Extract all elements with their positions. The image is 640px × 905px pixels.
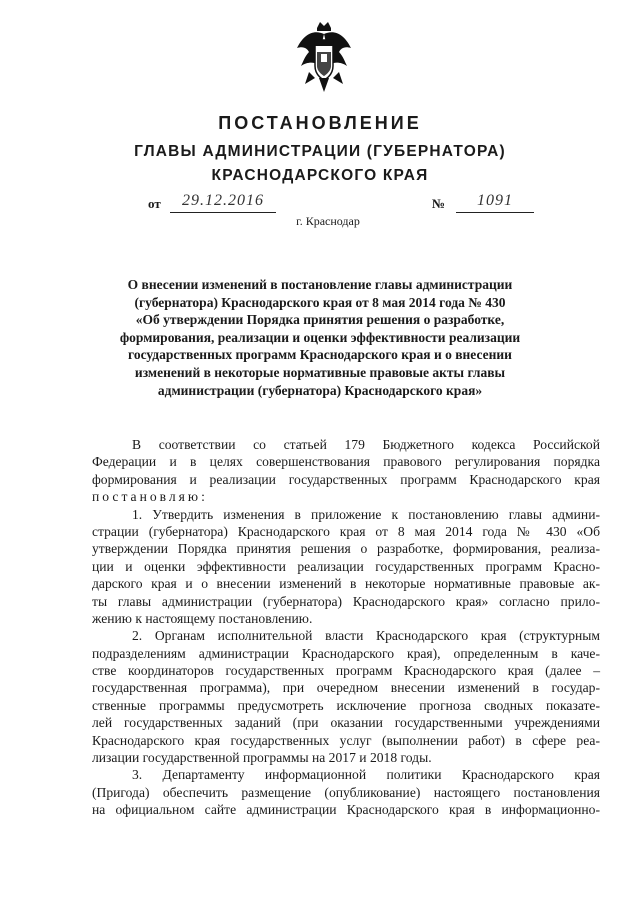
item-1-paragraph: [92, 506, 600, 628]
body-line: Федерации и в целях совершенствования правового регулирования порядка: [92, 454, 600, 470]
body-line: на официальном сайте администрации Краснодарского края в информационно-: [92, 802, 600, 818]
body-line: 2. Органам исполнительной власти Краснодарского края (структурным: [132, 628, 600, 644]
body-line: жению к настоящему постановлению.: [92, 610, 313, 626]
number-prefix: №: [432, 196, 446, 211]
date-prefix: от: [148, 196, 161, 211]
body-line: Краснодарского края государственных услуг (выполнении работ) в сфере реа-: [92, 732, 600, 748]
body-line: ты главы администрации (губернатора) Краснодарского края» согласно прило-: [92, 593, 600, 609]
document-title: ПОСТАНОВЛЕНИЕ: [218, 113, 422, 133]
body-line: ственные программы предусмотреть исключение прогноза сводных показате-: [92, 697, 600, 713]
document-authority-line2: КРАСНОДАРСКОГО КРАЯ: [211, 167, 429, 184]
body-line: подразделениям администрации Краснодарского края), определенным в каче-: [92, 645, 600, 661]
body-line: лей государственных заданий (при оказании государственными учреждениями: [92, 715, 600, 731]
document-body: [92, 436, 600, 819]
body-line: В соответствии со статьей 179 Бюджетного кодекса Российской: [132, 437, 600, 452]
item-2-paragraph: [92, 627, 600, 766]
body-line: страции (губернатора) Краснодарского края от 8 мая 2014 года № 430 «Об: [92, 523, 600, 539]
document-city: г. Краснодар: [296, 214, 360, 228]
coat-of-arms-icon: [295, 18, 353, 96]
body-line: дарского края и о внесении изменений в некоторые нормативные правовые ак-: [92, 576, 600, 592]
subject-line: «Об утверждении Порядка принятия решения о разработке,: [135, 312, 505, 328]
subject-line: О внесении изменений в постановление главы администрации: [127, 277, 513, 292]
subject-line: формирования, реализации и оценки эффективности реализации: [119, 329, 521, 345]
subject-line: изменений в некоторые нормативные правовые акты главы: [134, 364, 506, 380]
subject-line: администрации (губернатора) Краснодарского края»: [157, 382, 483, 398]
subject-line: (губернатора) Краснодарского края от 8 мая 2014 года № 430: [134, 294, 506, 310]
body-line: лизации государственной программы на 2017 и 2018 годы.: [92, 750, 432, 766]
subject-line: государственных программ Краснодарского края и о внесении: [128, 347, 512, 363]
body-line: формирования и реализации государственных программ Краснодарского края: [92, 471, 600, 487]
document-number: 1091: [456, 192, 534, 213]
body-line: государственная программа), при очередном внесении изменений в государ-: [92, 680, 600, 696]
body-line-resolve: постановляю:: [92, 489, 208, 505]
body-line: 3. Департаменту информационной политики Краснодарского края: [132, 767, 600, 783]
preamble-paragraph: [92, 436, 600, 506]
body-line: (Пригода) обеспечить размещение (опубликование) настоящего постановления: [92, 784, 600, 800]
document-header: [0, 110, 640, 188]
body-line: утверждении Порядка принятия решения о разработке, формирования, реализа-: [92, 541, 600, 557]
date-number-row: [148, 192, 558, 216]
document-subject: [0, 276, 640, 399]
body-line: 1. Утвердить изменения в приложение к постановлению главы админи-: [132, 506, 600, 522]
body-line: стве координаторов государственных программ Краснодарского края (далее –: [92, 663, 600, 679]
item-3-paragraph: [92, 766, 600, 818]
body-line: ции и оценки эффективности реализации государственных программ Красно-: [92, 558, 600, 574]
document-authority-line1: ГЛАВЫ АДМИНИСТРАЦИИ (ГУБЕРНАТОРА): [134, 143, 506, 160]
document-date: 29.12.2016: [170, 192, 276, 213]
